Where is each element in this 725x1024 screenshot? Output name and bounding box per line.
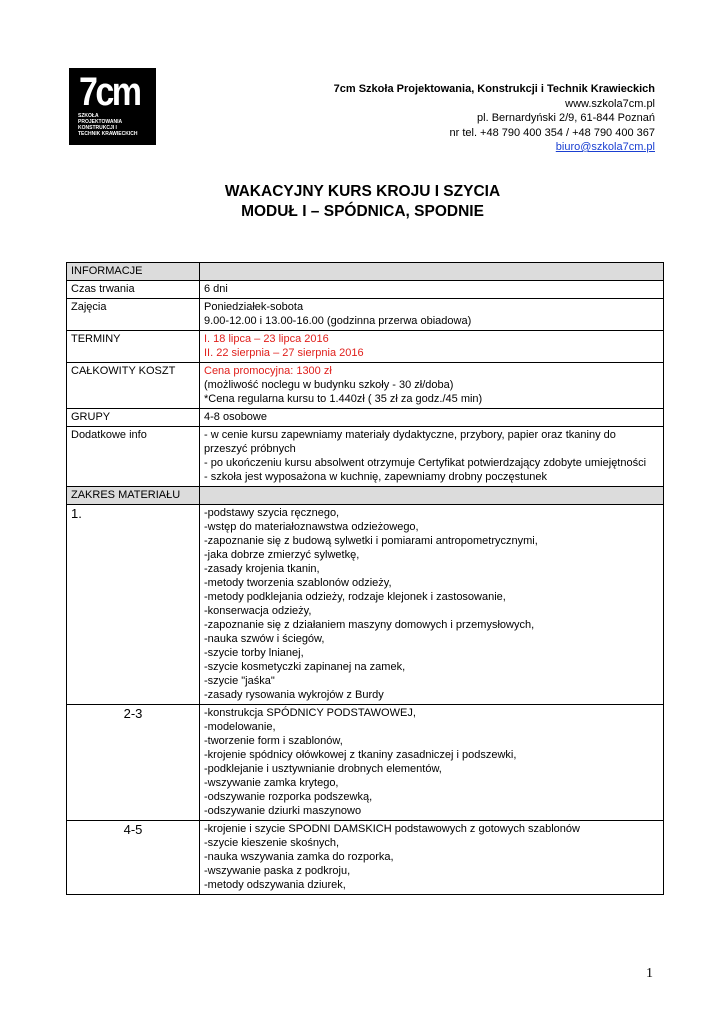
row-label: Zajęcia	[67, 299, 200, 331]
list-item: -tworzenie form i szablonów,	[204, 735, 343, 747]
section-number: 4-5	[67, 821, 200, 895]
section-number: 1.	[67, 505, 200, 705]
list-item: -zapoznanie się z budową sylwetki i pomiarami antropometrycznymi,	[204, 535, 538, 547]
page-title	[0, 182, 725, 222]
page-number: 1	[646, 966, 653, 981]
term-2: II. 22 sierpnia – 27 sierpnia 2016	[204, 347, 364, 359]
extra-info-3: - szkoła jest wyposażona w kuchnię, zapewniamy drobny poczęstunek	[204, 471, 548, 483]
list-item: -nauka szwów i ściegów,	[204, 633, 325, 645]
table-row-dodatkowe	[67, 427, 664, 487]
list-item: -metody podklejania odzieży, rodzaje klejonek i zastosowanie,	[204, 591, 506, 603]
zajecia-days: Poniedziałek-sobota	[204, 301, 304, 313]
address: pl. Bernardyński 2/9, 61-844 Poznań	[477, 112, 655, 124]
promo-price: Cena promocyjna: 1300 zł	[204, 365, 332, 377]
list-item: -modelowanie,	[204, 721, 276, 733]
list-item: -konserwacja odzieży,	[204, 605, 312, 617]
table-row-koszt	[67, 363, 664, 409]
term-1: I. 18 lipca – 23 lipca 2016	[204, 333, 329, 345]
list-item: -szycie kieszenie skośnych,	[204, 837, 340, 849]
row-value	[200, 363, 664, 409]
list-item: -zapoznanie się z działaniem maszyny domowych i przemysłowych,	[204, 619, 535, 631]
table-row-czas	[67, 281, 664, 299]
phone: nr tel. +48 790 400 354 / +48 790 400 367	[449, 126, 655, 139]
list-item: -krojenie i szycie SPODNI DAMSKICH podstawowych z gotowych szablonów	[204, 823, 580, 835]
empty-cell	[200, 263, 664, 281]
row-label: GRUPY	[67, 409, 200, 427]
extra-info-2: - po ukończeniu kursu absolwent otrzymuje Certyfikat potwierdzający zdobyte umiejętności	[204, 457, 647, 469]
school-logo	[69, 68, 156, 145]
table-row-terminy	[67, 331, 664, 363]
row-label: TERMINY	[67, 331, 200, 363]
title-line-2: MODUŁ I – SPÓDNICA, SPODNIE	[241, 203, 484, 220]
list-item: -podklejanie i usztywnianie drobnych elementów,	[204, 763, 442, 775]
list-item: -odszywanie rozporka podszewką,	[204, 791, 373, 803]
list-item: -wszywanie paska z podkroju,	[204, 865, 351, 877]
table-row-grupy	[67, 409, 664, 427]
row-value: 6 dni	[200, 281, 664, 299]
list-item: -podstawy szycia ręcznego,	[204, 507, 340, 519]
list-item: -wszywanie zamka krytego,	[204, 777, 339, 789]
email-link[interactable]: biuro@szkola7cm.pl	[555, 141, 655, 153]
list-item: -wstęp do materiałoznawstwa odzieżowego,	[204, 521, 419, 533]
zajecia-hours: 9.00-12.00 i 13.00-16.00 (godzinna przerwa obiadowa)	[204, 315, 472, 327]
list-item: -szycie kosmetyczki zapinanej na zamek,	[204, 661, 406, 673]
list-item: -metody tworzenia szablonów odzieży,	[204, 577, 392, 589]
list-item: -metody odszywania dziurek,	[204, 879, 346, 891]
list-item: -szycie "jaśka"	[204, 675, 275, 687]
section-header-informacje: INFORMACJE	[67, 263, 200, 281]
letterhead	[334, 82, 655, 155]
title-line-1: WAKACYJNY KURS KROJU I SZYCIA	[224, 183, 501, 200]
section-header-zakres: ZAKRES MATERIAŁU	[67, 487, 200, 505]
row-value	[200, 331, 664, 363]
list-item: -jaka dobrze zmierzyć sylwetkę,	[204, 549, 360, 561]
section-items	[200, 505, 664, 705]
logo-mark: 7cm	[79, 70, 140, 114]
course-info-table	[66, 262, 664, 895]
empty-cell	[200, 487, 664, 505]
row-label: Dodatkowe info	[67, 427, 200, 487]
website-link[interactable]: www.szkola7cm.pl	[565, 97, 655, 110]
row-label: Czas trwania	[67, 281, 200, 299]
table-row-zajecia	[67, 299, 664, 331]
list-item: -odszywanie dziurki maszynowo	[204, 805, 362, 817]
school-name: 7cm Szkoła Projektowania, Konstrukcji i Technik Krawieckich	[333, 83, 655, 95]
logo-text: SZKOŁA PROJEKTOWANIA KONSTRUKCJI I TECHNIK KRAWIECKICH	[78, 113, 138, 137]
accommodation-note: (możliwość noclegu w budynku szkoły - 30 zł/doba)	[204, 379, 454, 391]
row-value	[200, 427, 664, 487]
list-item: -szycie torby lnianej,	[204, 647, 304, 659]
row-value: 4-8 osobowe	[200, 409, 664, 427]
list-item: -zasady krojenia tkanin,	[204, 563, 320, 575]
list-item: -zasady rysowania wykrojów z Burdy	[204, 689, 384, 701]
table-row-section-4-5	[67, 821, 664, 895]
list-item: -krojenie spódnicy ołówkowej z tkaniny zasadniczej i podszewki,	[204, 749, 517, 761]
extra-info-1: - w cenie kursu zapewniamy materiały dydaktyczne, przybory, papier oraz tkaniny do przeszyć próbnych	[204, 429, 616, 455]
table-row-section-2-3	[67, 705, 664, 821]
table-row-section-1	[67, 505, 664, 705]
section-items	[200, 705, 664, 821]
table-row-informacje	[67, 263, 664, 281]
list-item: -nauka wszywania zamka do rozporka,	[204, 851, 394, 863]
section-number: 2-3	[67, 705, 200, 821]
regular-price-note: *Cena regularna kursu to 1.440zł ( 35 zł za godz./45 min)	[204, 393, 483, 405]
section-items	[200, 821, 664, 895]
table-row-zakres	[67, 487, 664, 505]
list-item: -konstrukcja SPÓDNICY PODSTAWOWEJ,	[204, 707, 416, 719]
row-label: CAŁKOWITY KOSZT	[67, 363, 200, 409]
row-value	[200, 299, 664, 331]
